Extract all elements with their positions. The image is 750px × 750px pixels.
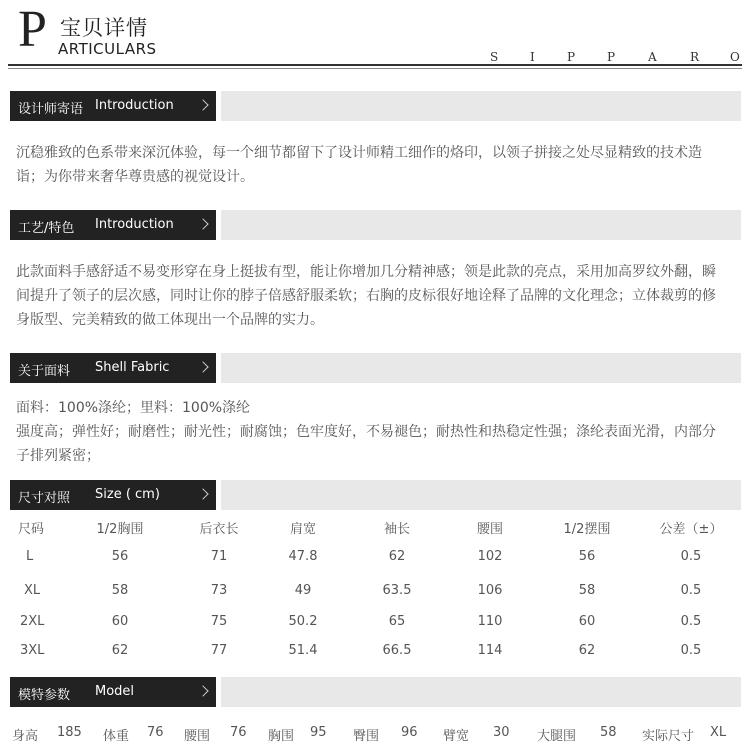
section-title-cn: 关于面料 bbox=[18, 364, 71, 379]
table-header-cell: 腰围 bbox=[476, 522, 503, 537]
brand-letter: R bbox=[690, 50, 700, 64]
table-header-cell: 袖长 bbox=[383, 522, 410, 537]
model-param-value: XL bbox=[710, 725, 727, 740]
section-title-en: Model bbox=[95, 684, 135, 699]
table-cell: 0.5 bbox=[680, 549, 702, 564]
table-header-row bbox=[0, 518, 750, 538]
table-cell: 56 bbox=[111, 549, 129, 564]
brand-letter: O bbox=[730, 50, 740, 64]
brand-letter: I bbox=[530, 50, 535, 64]
table-cell: 62 bbox=[111, 643, 129, 658]
section-bar-craft bbox=[10, 210, 741, 240]
table-header-cell: 肩宽 bbox=[289, 522, 316, 537]
table-cell: 0.5 bbox=[680, 643, 702, 658]
section-title-cn: 设计师寄语 bbox=[18, 102, 84, 117]
section-title-cn: 模特参数 bbox=[18, 688, 71, 703]
table-cell: 114 bbox=[477, 643, 503, 658]
table-cell: 102 bbox=[477, 549, 503, 564]
page-title: 宝贝详情 bbox=[60, 16, 148, 40]
table-row bbox=[0, 583, 750, 603]
page-header bbox=[0, 0, 750, 72]
table-cell: 75 bbox=[210, 614, 228, 629]
section-label bbox=[10, 480, 216, 510]
header-divider-thin bbox=[8, 68, 742, 69]
section-title-en: Size ( cm) bbox=[95, 487, 160, 502]
logo-letter: P bbox=[18, 1, 47, 58]
table-cell: 56 bbox=[578, 549, 596, 564]
page-subtitle: ARTICULARS bbox=[58, 40, 157, 58]
model-param-value: 76 bbox=[230, 725, 247, 740]
section-label bbox=[10, 210, 216, 240]
craft-text: 此款面料手感舒适不易变形穿在身上挺拔有型，能让你增加几分精神感；领是此款的亮点，采用加高罗纹外翻，瞬间提升了领子的层次感，同时让你的脖子倍感舒服柔软；右胸的皮标很好地诠释了品牌的文化理念；立体裁剪的修身版型、完美精致的做工体现出一个品牌的实力。 bbox=[16, 264, 716, 328]
table-row bbox=[0, 614, 750, 634]
brand-letter: P bbox=[607, 50, 616, 64]
model-param-value: 185 bbox=[57, 725, 82, 740]
brand-name bbox=[0, 50, 750, 64]
model-param-label: 身高 bbox=[12, 729, 39, 744]
model-param-value: 95 bbox=[310, 725, 327, 740]
section-title-cn: 尺寸对照 bbox=[18, 491, 71, 506]
table-cell: XL bbox=[24, 583, 41, 598]
section-title-en: Introduction bbox=[95, 217, 174, 232]
table-cell: 3XL bbox=[20, 643, 45, 658]
model-param-value: 76 bbox=[147, 725, 164, 740]
model-params bbox=[0, 725, 750, 745]
model-param-value: 30 bbox=[493, 725, 510, 740]
brand-letter: S bbox=[490, 50, 499, 64]
table-row bbox=[0, 643, 750, 663]
table-cell: 73 bbox=[210, 583, 228, 598]
section-bar-fill bbox=[221, 91, 741, 121]
model-param-label: 实际尺寸 bbox=[642, 729, 695, 744]
model-param-label: 腰围 bbox=[184, 729, 211, 744]
table-row bbox=[0, 549, 750, 569]
chevron-right-icon bbox=[197, 361, 208, 372]
table-cell: 2XL bbox=[20, 614, 45, 629]
table-cell: 110 bbox=[477, 614, 503, 629]
table-cell: 50.2 bbox=[288, 614, 318, 629]
section-bar-size bbox=[10, 480, 741, 510]
chevron-right-icon bbox=[197, 218, 208, 229]
section-bar-fill bbox=[221, 677, 741, 707]
table-header-cell: 1/2胸围 bbox=[96, 522, 144, 537]
table-cell: 51.4 bbox=[288, 643, 318, 658]
model-param-value: 96 bbox=[401, 725, 418, 740]
section-label bbox=[10, 91, 216, 121]
section-title-en: Introduction bbox=[95, 98, 174, 113]
section-bar-fill bbox=[221, 210, 741, 240]
table-cell: 65 bbox=[388, 614, 406, 629]
section-bar-fill bbox=[221, 480, 741, 510]
table-cell: 58 bbox=[111, 583, 129, 598]
table-cell: 106 bbox=[477, 583, 503, 598]
section-label bbox=[10, 677, 216, 707]
section-title-cn: 工艺/特色 bbox=[18, 221, 75, 236]
header-divider bbox=[8, 64, 742, 66]
chevron-right-icon bbox=[197, 488, 208, 499]
chevron-right-icon bbox=[197, 685, 208, 696]
fabric-properties: 强度高；弹性好；耐磨性；耐光性；耐腐蚀；色牢度好，不易褪色；耐热性和热稳定性强；涤纶表面光滑，内部分子排列紧密； bbox=[16, 424, 716, 464]
design-text: 沉稳雅致的色系带来深沉体验，每一个细节都留下了设计师精工细作的烙印，以领子拼接之处尽显精致的技术造诣；为你带来奢华尊贵感的视觉设计。 bbox=[16, 145, 702, 185]
model-param-label: 胸围 bbox=[268, 729, 295, 744]
model-param-label: 大腿围 bbox=[537, 729, 577, 744]
model-param-label: 臂宽 bbox=[443, 729, 470, 744]
table-header-cell: 后衣长 bbox=[199, 522, 239, 537]
table-cell: 71 bbox=[210, 549, 228, 564]
table-cell: 0.5 bbox=[680, 583, 702, 598]
table-cell: 0.5 bbox=[680, 614, 702, 629]
table-cell: 49 bbox=[294, 583, 312, 598]
table-cell: L bbox=[26, 549, 34, 564]
section-bar-fabric bbox=[10, 353, 741, 383]
brand-letter: A bbox=[648, 50, 657, 64]
section-bar-design bbox=[10, 91, 741, 121]
table-header-cell: 1/2摆围 bbox=[563, 522, 611, 537]
table-header-cell: 公差（±） bbox=[659, 522, 723, 537]
table-cell: 62 bbox=[578, 643, 596, 658]
table-cell: 66.5 bbox=[382, 643, 412, 658]
brand-letter: P bbox=[567, 50, 576, 64]
table-cell: 62 bbox=[388, 549, 406, 564]
model-param-label: 体重 bbox=[103, 729, 130, 744]
table-cell: 77 bbox=[210, 643, 228, 658]
section-title-en: Shell Fabric bbox=[95, 360, 170, 375]
model-param-label: 臀围 bbox=[353, 729, 380, 744]
section-bar-fill bbox=[221, 353, 741, 383]
section-label bbox=[10, 353, 216, 383]
table-cell: 58 bbox=[578, 583, 596, 598]
model-param-value: 58 bbox=[600, 725, 617, 740]
table-cell: 60 bbox=[111, 614, 129, 629]
fabric-composition: 面料：100%涤纶；里料：100%涤纶 bbox=[16, 400, 251, 416]
table-cell: 63.5 bbox=[382, 583, 412, 598]
table-cell: 47.8 bbox=[288, 549, 318, 564]
section-bar-model bbox=[10, 677, 741, 707]
chevron-right-icon bbox=[197, 99, 208, 110]
table-header-cell: 尺码 bbox=[18, 522, 45, 537]
table-cell: 60 bbox=[578, 614, 596, 629]
